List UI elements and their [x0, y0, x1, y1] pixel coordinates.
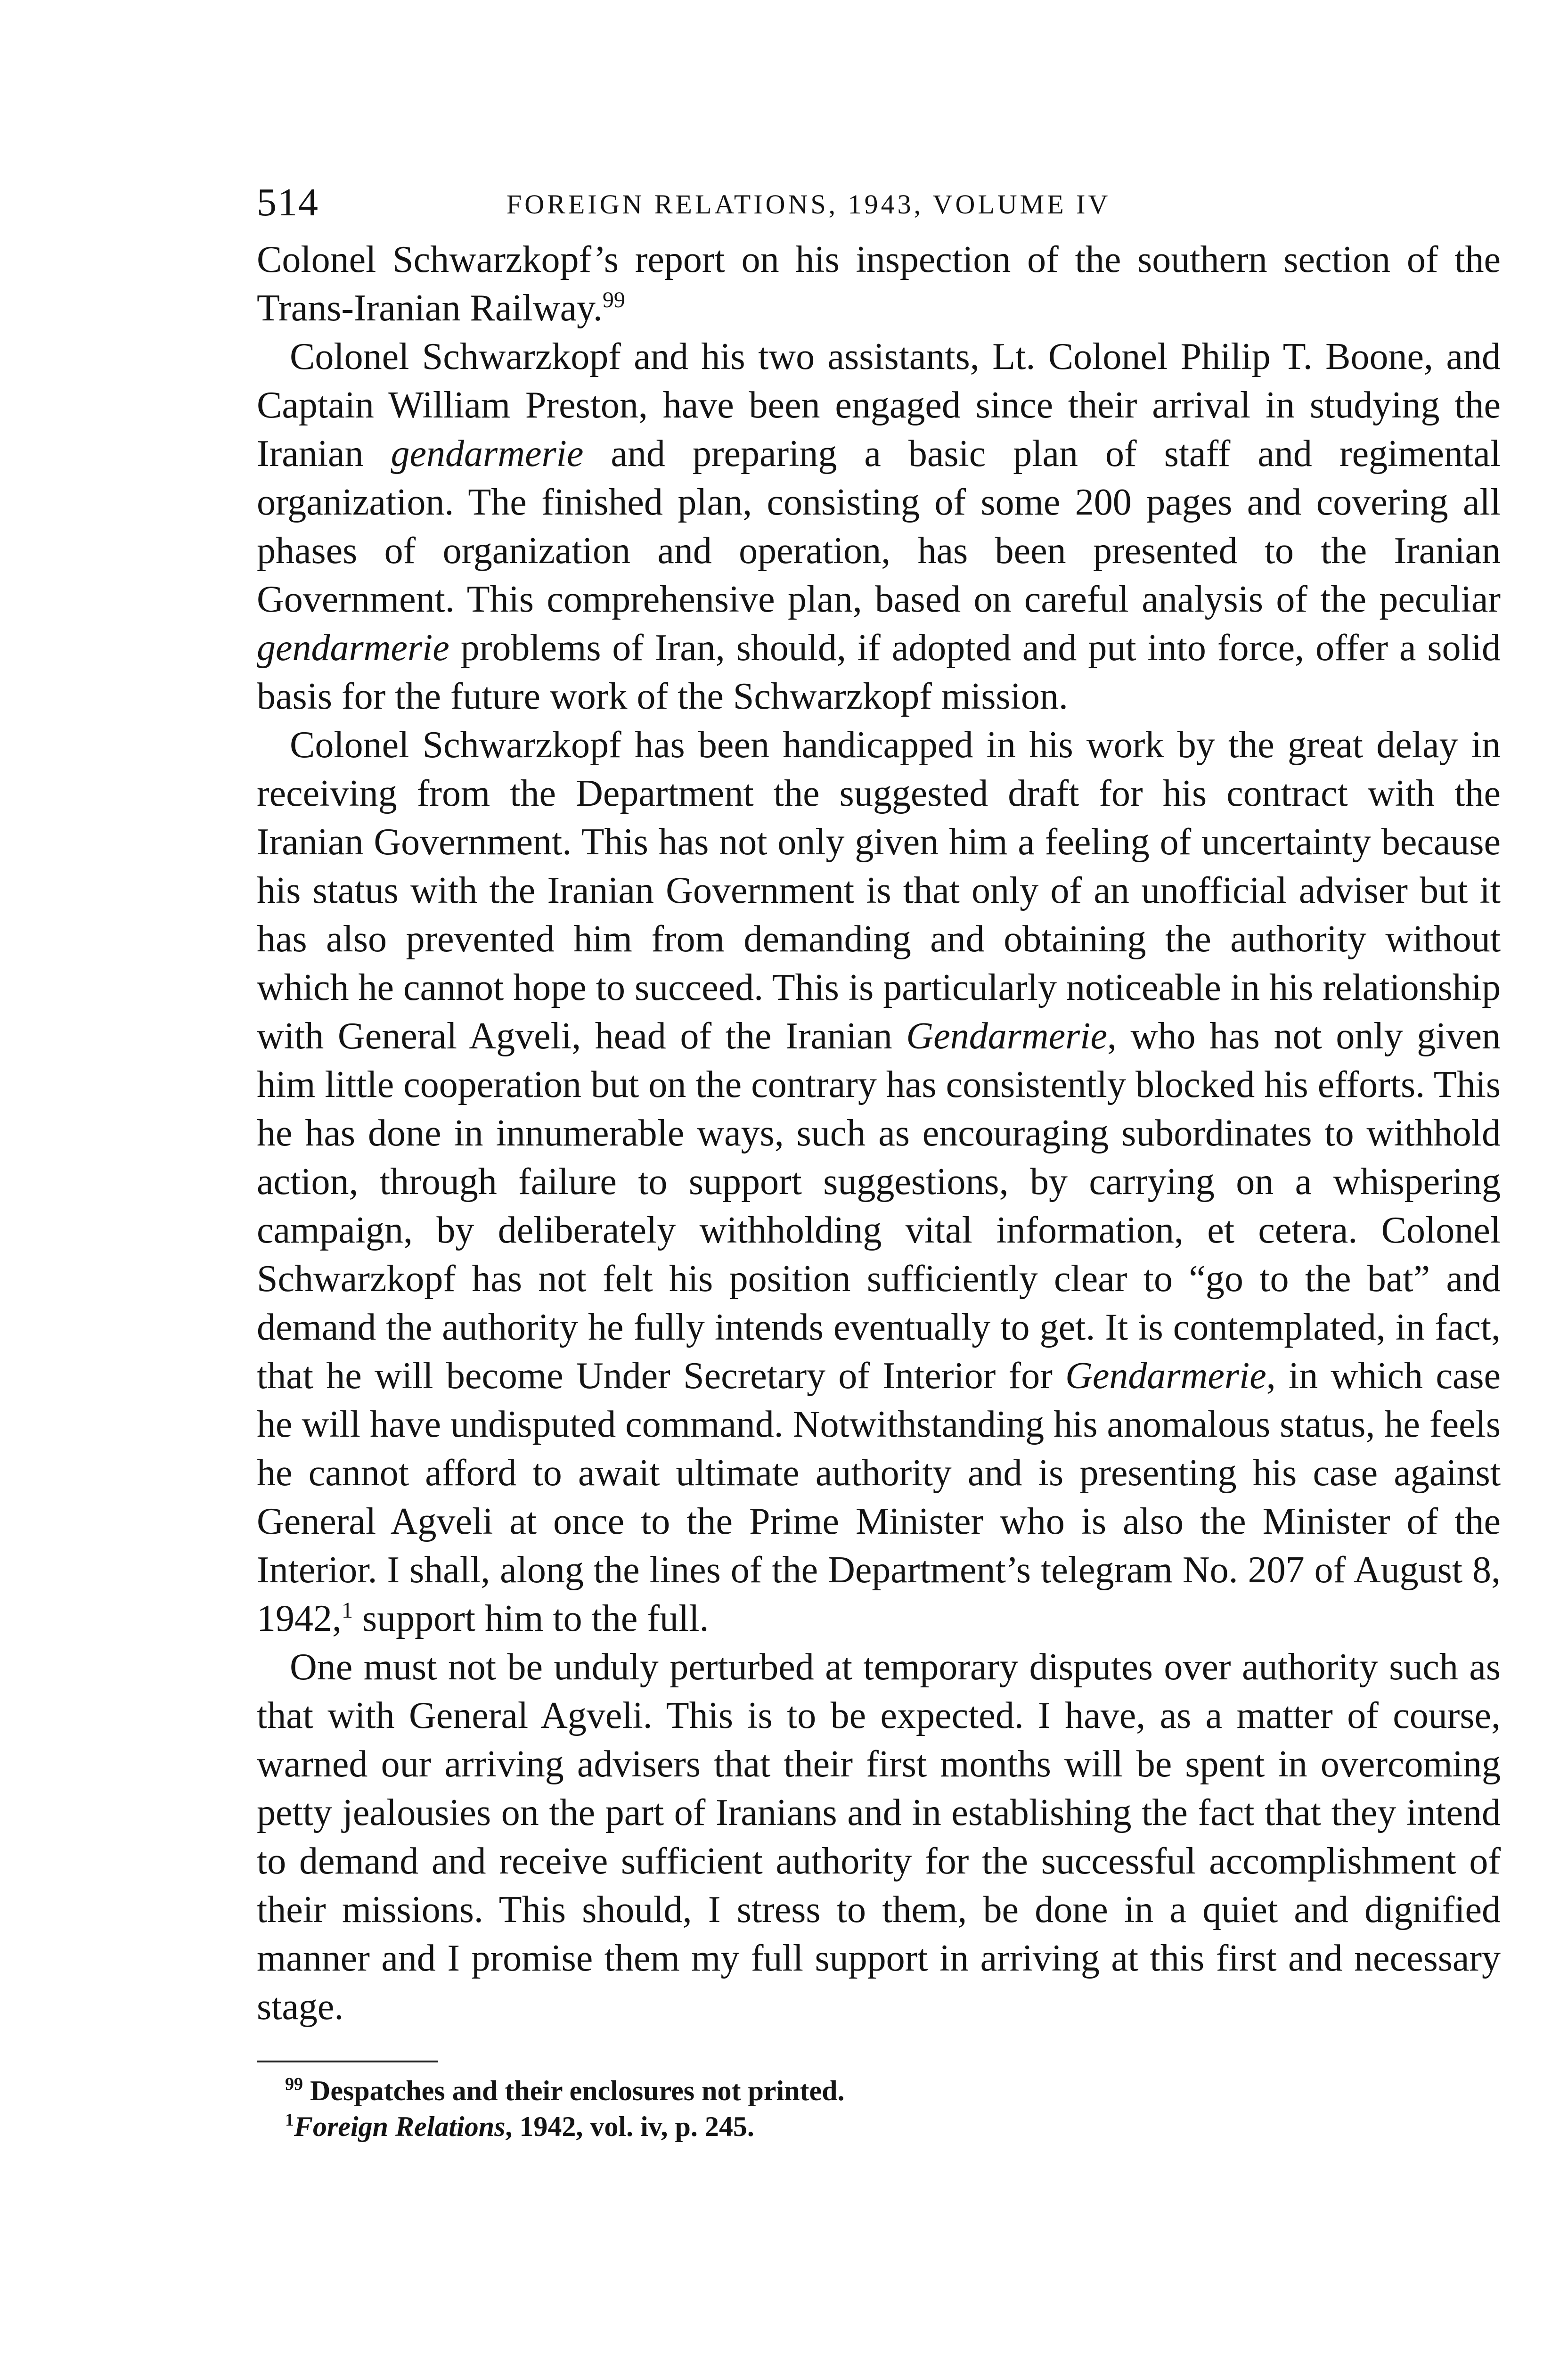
paragraph-3: [257, 1643, 1501, 2031]
paragraph-1-italic-a: gendarmerie: [391, 433, 584, 474]
footnote-1-text: , 1942, vol. iv, p. 245.: [505, 2111, 754, 2142]
running-head: [257, 179, 1501, 236]
running-title: FOREIGN RELATIONS, 1943, VOLUME IV: [506, 189, 1111, 220]
paragraph-0-text: Colonel Schwarzkopf’s report on his inspection of the southern section of the Trans-Iranian Railway.: [257, 239, 1501, 329]
paragraph-2-text-d: support him to the full.: [353, 1598, 709, 1639]
footnote-divider: [257, 2061, 438, 2062]
paragraph-1-text-b: and preparing a basic plan of staff and regimental organization. The finished plan, consisting of some 200 pages and covering all phases of organization and operation, has been presented to the Iranian Government. This comprehensive plan, based on careful analysis of the peculiar: [257, 433, 1501, 620]
footnote-99-marker: 99: [285, 2074, 303, 2094]
paragraph-1-text-a: Colonel Schwarzkopf and his two assistants, Lt. Colonel Philip T. Boone, and Captain William Preston, have been engaged since their arrival in studying the Iranian: [257, 336, 1501, 474]
footnote-ref-1: 1: [342, 1598, 353, 1623]
footnote-1-marker: 1: [285, 2110, 294, 2130]
paragraph-1-italic-b: gendarmerie: [257, 627, 449, 669]
paragraph-1-text-c: problems of Iran, should, if adopted and put into force, offer a solid basis for the future work of the Schwarzkopf mission.: [257, 627, 1501, 717]
footnote-1: [285, 2109, 1501, 2144]
paragraph-2: [257, 721, 1501, 1643]
footnote-ref-99: 99: [602, 287, 625, 312]
paragraph-3-text: One must not be unduly perturbed at temporary disputes over authority such as that with General Agveli. This is to be expected. I have, as a matter of course, warned our arriving advisers that their first months will be spent in overcoming petty jealousies on the part of Iranians and in establishing the fact that they intend to demand and receive sufficient authority for the successful accomplishment of their missions. This should, I stress to them, be done in a quiet and dignified manner and I promise them my full support in arriving at this first and necessary stage.: [257, 1646, 1501, 2028]
paragraph-2-italic-b: Gendarmerie: [1065, 1355, 1266, 1397]
paragraph-2-italic-a: Gendarmerie: [906, 1015, 1107, 1057]
footnotes: [285, 2073, 1501, 2144]
document-page: [257, 179, 1501, 2144]
paragraph-2-text-a: Colonel Schwarzkopf has been handicapped in his work by the great delay in receiving from the Department the suggested draft for his contract with the Iranian Government. This has not only given him a feeling of uncertainty because his status with the Iranian Government is that only of an unofficial adviser but it has also prevented him from demanding and obtaining the authority without which he cannot hope to succeed. This is particularly noticeable in his relationship with General Agveli, head of the Iranian: [257, 724, 1501, 1057]
paragraph-2-text-b: , who has not only given him little cooperation but on the contrary has consistently blocked his efforts. This he has done in innumerable ways, such as encouraging subordinates to withhold action, through failure to support suggestions, by carrying on a whispering campaign, by deliberately withholding vital information, et cetera. Colonel Schwarzkopf has not felt his position sufficiently clear to “go to the bat” and demand the authority he fully intends eventually to get. It is contemplated, in fact, that he will become Under Secretary of Interior for: [257, 1015, 1501, 1397]
paragraph-1: [257, 333, 1501, 721]
footnote-1-title: Foreign Relations: [294, 2111, 506, 2142]
paragraph-0: [257, 236, 1501, 333]
page-number: 514: [257, 180, 319, 224]
body-text: [257, 236, 1501, 2031]
footnote-99: [285, 2073, 1501, 2109]
footnote-99-text: Despatches and their enclosures not printed.: [303, 2075, 845, 2106]
paragraph-2-text-c: , in which case he will have undisputed command. Notwithstanding his anomalous status, he feels he cannot afford to await ultimate authority and is presenting his case against General Agveli at once to the Prime Minister who is also the Minister of the Interior. I shall, along the lines of the Department’s telegram No. 207 of August 8, 1942,: [257, 1355, 1501, 1639]
